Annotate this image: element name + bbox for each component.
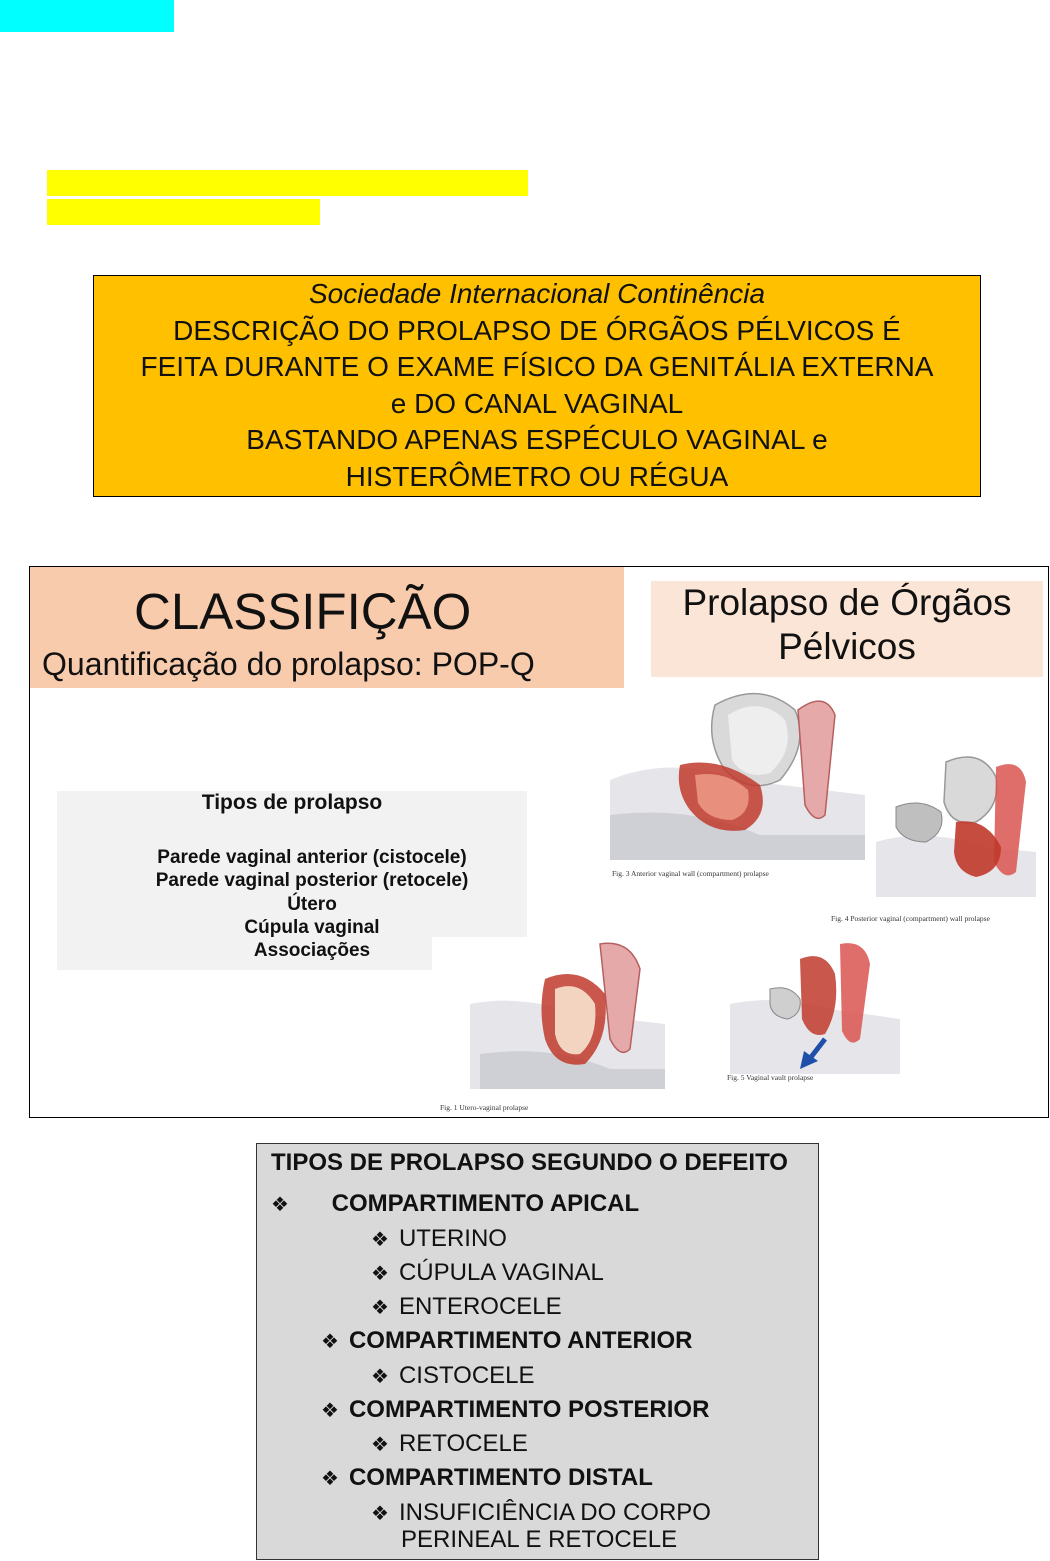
- vault-prolapse-illustration: [730, 939, 900, 1074]
- diamond-bullet-icon: ❖: [371, 1432, 389, 1456]
- list-item: Associações: [253, 940, 371, 962]
- list-item-label: CISTOCELE: [398, 1362, 535, 1389]
- ics-description-box: [93, 275, 981, 497]
- list-item: Cúpula vaginal: [244, 916, 380, 938]
- diamond-bullet-icon: ❖: [371, 1364, 389, 1388]
- figure-caption: Fig. 1 Utero-vaginal prolapse: [440, 1103, 529, 1112]
- highlight-bar-cyan: [0, 0, 174, 32]
- list-item: Parede vaginal posterior (retocele): [155, 870, 469, 892]
- figure-caption: Fig. 3 Anterior vaginal wall (compartment) prolapse: [612, 869, 769, 878]
- list-item: [371, 1499, 711, 1527]
- highlight-bar-yellow-2: [47, 199, 320, 225]
- types-title: Tipos de prolapso: [201, 791, 383, 814]
- ics-title: Sociedade Internacional Continência: [308, 278, 766, 309]
- highlight-bar-yellow-1: [47, 170, 528, 196]
- list-item: [371, 1430, 528, 1458]
- diamond-bullet-icon: ❖: [371, 1295, 389, 1319]
- defect-types-title: TIPOS DE PROLAPSO SEGUNDO O DEFEITO: [271, 1149, 788, 1176]
- anterior-prolapse-illustration: [610, 685, 865, 860]
- diamond-bullet-icon: ❖: [371, 1261, 389, 1285]
- list-item: [271, 1190, 639, 1218]
- slide-subtitle: Quantificação do prolapso: POP-Q: [42, 646, 535, 682]
- list-item-label: COMPARTIMENTO POSTERIOR: [348, 1396, 710, 1423]
- diamond-bullet-icon: ❖: [271, 1192, 289, 1216]
- list-item-continuation: PERINEAL E RETOCELE: [401, 1526, 678, 1553]
- list-item: [371, 1225, 507, 1253]
- pop-heading: [651, 581, 1043, 677]
- list-item: [321, 1396, 709, 1424]
- list-item-label: COMPARTIMENTO DISTAL: [348, 1464, 653, 1491]
- list-item: [321, 1327, 692, 1355]
- ics-line: DESCRIÇÃO DO PROLAPSO DE ÓRGÃOS PÉLVICOS É: [173, 314, 901, 346]
- list-item: Útero: [287, 893, 337, 915]
- list-item-label: COMPARTIMENTO ANTERIOR: [348, 1327, 693, 1354]
- list-item: Parede vaginal anterior (cistocele): [157, 847, 467, 868]
- slide-title: CLASSIFIÇÃO: [134, 583, 472, 640]
- diamond-bullet-icon: ❖: [321, 1466, 339, 1490]
- figure-caption: Fig. 5 Vaginal vault prolapse: [727, 1073, 814, 1082]
- list-item-label: UTERINO: [398, 1225, 507, 1252]
- diamond-bullet-icon: ❖: [371, 1227, 389, 1251]
- list-item: [371, 1293, 562, 1321]
- figure-caption: Fig. 4 Posterior vaginal (compartment) wall prolapse: [831, 914, 990, 923]
- posterior-prolapse-illustration: [876, 752, 1036, 897]
- list-item-label: CÚPULA VAGINAL: [398, 1259, 604, 1286]
- diamond-bullet-icon: ❖: [371, 1501, 389, 1525]
- utero-vaginal-prolapse-illustration: [470, 939, 665, 1089]
- ics-line: FEITA DURANTE O EXAME FÍSICO DA GENITÁLIA EXTERNA: [140, 351, 934, 382]
- diamond-bullet-icon: ❖: [321, 1329, 339, 1353]
- list-item: [371, 1362, 535, 1390]
- list-item-label: ENTEROCELE: [398, 1293, 562, 1320]
- pop-heading-line: Pélvicos: [778, 626, 916, 667]
- ics-line: BASTANDO APENAS ESPÉCULO VAGINAL e: [246, 424, 828, 455]
- list-item: [321, 1464, 653, 1492]
- pop-heading-line: Prolapso de Órgãos: [682, 582, 1012, 623]
- ics-line: HISTERÔMETRO OU RÉGUA: [345, 460, 729, 492]
- defect-types-box: [256, 1143, 819, 1560]
- list-item-label: COMPARTIMENTO APICAL: [331, 1190, 640, 1217]
- classification-slide: [29, 566, 1049, 1118]
- list-item-label: INSUFICIÊNCIA DO CORPO: [398, 1499, 711, 1526]
- list-item-label: RETOCELE: [398, 1430, 528, 1457]
- list-item: [371, 1259, 604, 1287]
- diamond-bullet-icon: ❖: [321, 1398, 339, 1422]
- ics-line: e DO CANAL VAGINAL: [390, 387, 684, 419]
